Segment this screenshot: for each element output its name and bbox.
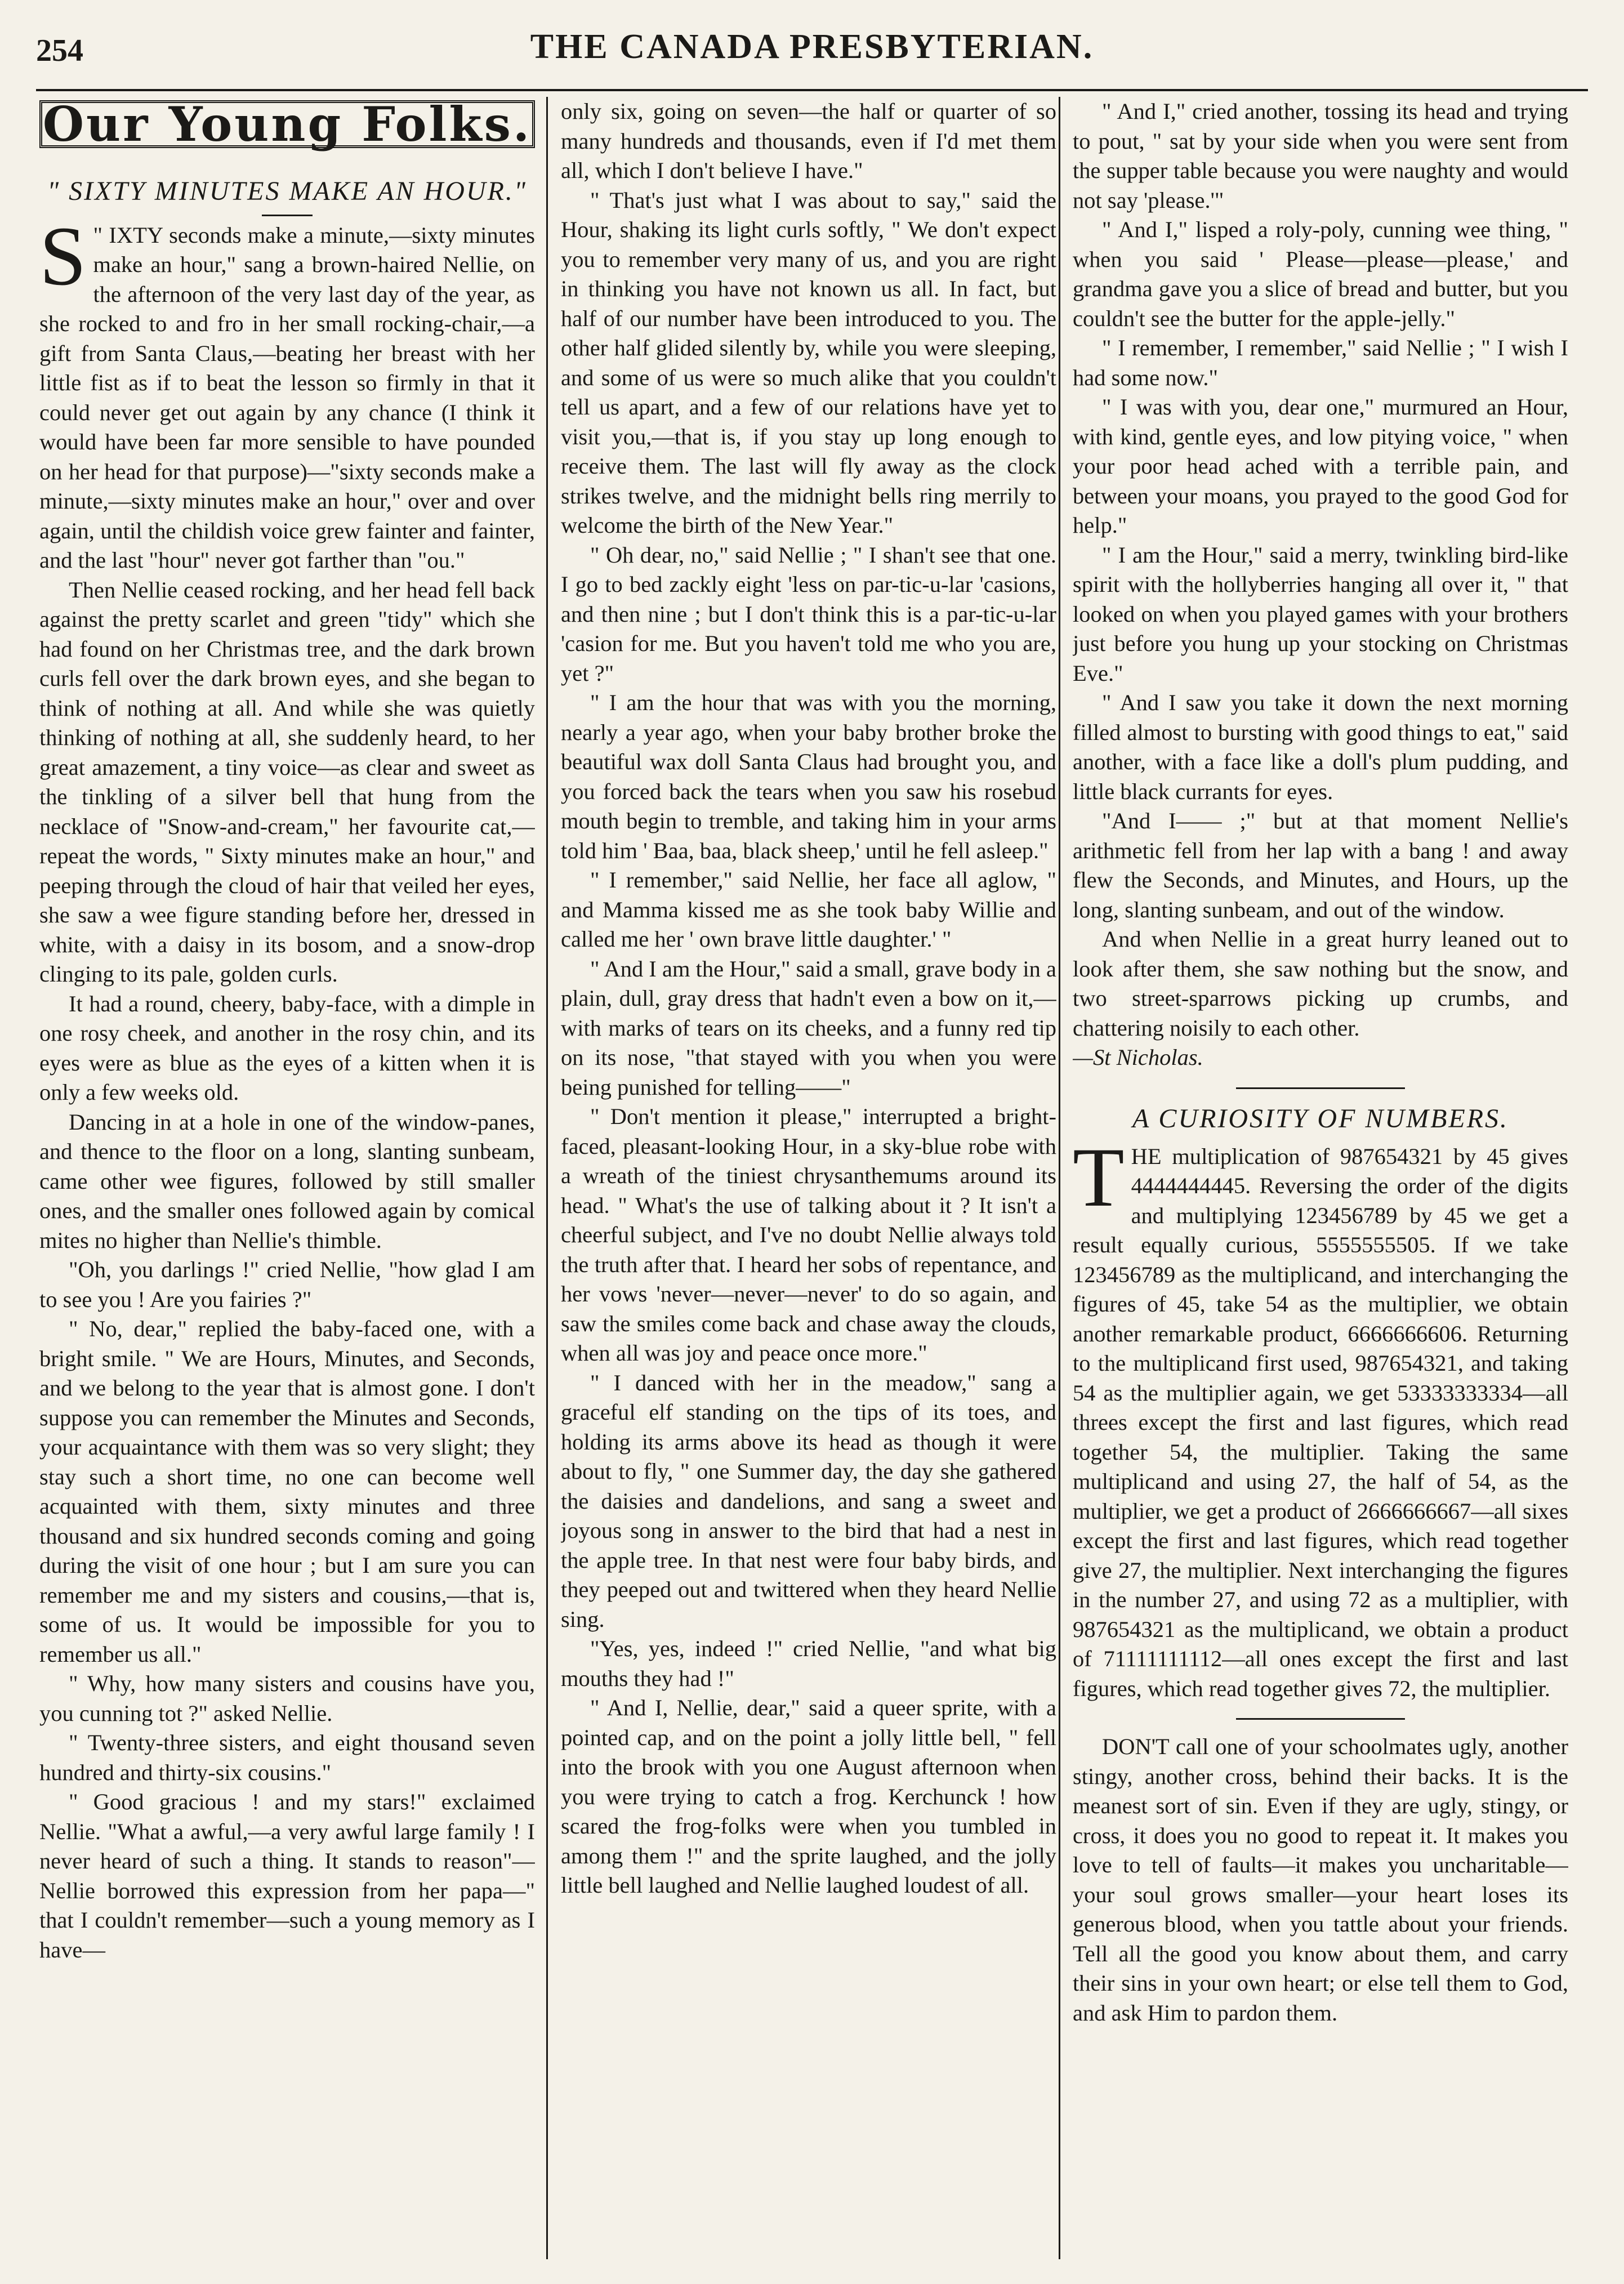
paragraph: It had a round, cheery, baby-face, with a dimple in one rosy cheek, and another in the rosy chin, and its eyes were as blue as the eyes of a kitten when it is only a few weeks old. [39, 991, 535, 1105]
header-rule [36, 89, 1588, 91]
curiosity-title: A CURIOSITY OF NUMBERS. [1132, 1103, 1509, 1134]
column-3 [1073, 97, 1568, 2265]
paragraph: " And I am the Hour," said a small, grave body in a plain, dull, gray dress that hadn't even a bow on it,—with marks of tears on its cheeks, and a funny red tip on its nose, "that stayed with you when you were being punished for telling——" [561, 956, 1056, 1100]
paragraph: " I am the hour that was with you the morning, nearly a year ago, when your baby brother broke the beautiful wax doll Santa Claus had brought you, and you forced back the tears when you saw his rosebud mouth begin to tremble, and taking him in your arms told him ' Baa, baa, black sheep,' until he fell asleep." [561, 690, 1056, 863]
drop-cap: T [1073, 1130, 1125, 1224]
column-divider [546, 97, 548, 2259]
paragraph: " And I," cried another, tossing its head and trying to pout, " sat by your side when you were sent from the supper table because you were naughty and would not say 'please.'" [1073, 99, 1568, 213]
section-heading: Our Young Folks. [39, 100, 535, 148]
paragraph: " No, dear," replied the baby-faced one, with a bright smile. " We are Hours, Minutes, and Seconds, and we belong to the year that is almost gone. I don't suppose you can remember the Minutes and Seconds, your acquaintance with them was so very slight; they stay such a short time, no one can become well acquainted with them, sixty minutes and three thousand and six hundred seconds coming and going during the visit of one hour ; but I am sure you can remember me and my sisters and cousins,—that is, some of us. It would be impossible for you to remember us all." [39, 1316, 535, 1667]
paragraph: "Yes, yes, indeed !" cried Nellie, "and what big mouths they had !" [561, 1636, 1056, 1691]
page-number: 254 [36, 33, 83, 68]
story-title: " SIXTY MINUTES MAKE AN HOUR." [47, 176, 528, 206]
curiosity-body [1073, 1130, 1568, 1704]
closing-paragraph: DON'T call one of your schoolmates ugly, another stingy, another cross, behind their backs. It is the meanest sort of sin. Even if they are ugly, stingy, or cross, it does you no good to repeat it. It makes you love to tell of faults—it makes you uncharitable—your soul grows smaller—your heart loses its generous blood, when you tattle about your friends. Tell all the good you know about them, and carry their sins in your own heart; or else tell them to God, and ask Him to pardon them. [1073, 1734, 1568, 2026]
paragraph: " Oh dear, no," said Nellie ; " I shan't see that one. I go to bed zackly eight 'less on par-tic-u-lar 'casions, and then nine ; but I don't think this is a par-tic-u-lar 'casion for me. But you haven't told me who you are, yet ?" [561, 542, 1056, 686]
paragraph: " And I, Nellie, dear," said a queer sprite, with a pointed cap, and on the point a jolly little bell, " fell into the brook with you one August afternoon when you were trying to catch a frog. Kerchunck ! how scared the frog-folks were when you tumbled in among them !" and the sprite laughed, and the jolly little bell laughed and Nellie laughed loudest of all. [561, 1695, 1056, 1898]
paragraph: HE multiplication of 987654321 by 45 gives 4444444445. Reversing the order of the digits and multiplying 123456789 by 45 we get a result equally curious, 5555555505. If we take 123456789 as the multiplicand, and interchanging the figures of 45, take 54 as the multiplier, we obtain another remarkable product, 6666666606. Returning to the multiplicand first used, 987654321, and taking 54 as the multiplier again, we get 53333333334—all threes except the first and last figures, which read together 54, the multiplier. Taking the same multiplicand and using 27, the half of 54, as the multiplier, we get a product of 2666666667—all sixes except the first and last figures, which read together give 27, the multiplier. Next interchanging the figures in the number 27, and using 72 as a multiplier, with 987654321 as the multiplicand, we obtain a product of 71111111112—all ones except the first and last figures, which read together gives 72, the multiplier. [1073, 1143, 1568, 1701]
paragraph: " I remember, I remember," said Nellie ; " I wish I had some now." [1073, 335, 1568, 390]
paragraph: Then Nellie ceased rocking, and her head fell back against the pretty scarlet and green "tidy" which she had found on her Christmas tree, and the dark brown curls fell over the dark brown eyes, and she began to think of nothing at all. And while she was quietly thinking of nothing at all, she suddenly heard, to her great amazement, a tiny voice—as clear and sweet as the tinkling of a silver bell that hung from the necklace of "Snow-and-cream," her favourite cat,—repeat the words, " Sixty minutes make an hour," and peeping through the cloud of hair that veiled her eyes, she saw a wee figure standing before her, dressed in white, with a daisy in its bosom, and a snow-drop clinging to its pale, golden curls. [39, 577, 535, 987]
paragraph: only six, going on seven—the half or quarter of so many hundreds and thousands, even if I'd met them all, which I don't believe I have." [561, 99, 1056, 183]
paragraph: " That's just what I was about to say," said the Hour, shaking its light curls softly, " We don't expect you to remember very many of us, and you are right in thinking you have not known us all. In fact, but half of our number have been introduced to you. The other half glided silently by, while you were sleeping, and some of us were so much alike that you couldn't tell us apart, and a few of our relations have yet to visit you,—that is, if you stay up long enough to receive them. The last will fly away as the clock strikes twelve, and the midnight bells ring merrily to welcome the birth of the New Year." [561, 187, 1056, 538]
section-rule [1236, 1087, 1405, 1089]
story-opening [39, 209, 535, 576]
paragraph: " I was with you, dear one," murmured an Hour, with kind, gentle eyes, and low pitying voice, " when your poor head ached with a terrible pain, and between your moans, you prayed to the good God for help." [1073, 394, 1568, 538]
drop-cap: S [39, 209, 87, 303]
paragraph: " Don't mention it please," interrupted a bright-faced, pleasant-looking Hour, in a sky-blue robe with a wreath of the tiniest chrysanthemums around its head. " What's the use of talking about it ? It isn't a cheerful subject, and I've no doubt Nellie always told the truth after that. I heard her sobs of repentance, and her vows 'never—never—never' to do so again, and saw the smiles come back and chase away the clouds, when all was joy and peace once more." [561, 1104, 1056, 1366]
paragraph: " Why, how many sisters and cousins have you, you cunning tot ?" asked Nellie. [39, 1671, 535, 1726]
paragraph: " Twenty-three sisters, and eight thousand seven hundred and thirty-six cousins." [39, 1730, 535, 1785]
paragraph: " IXTY seconds make a minute,—sixty minutes make an hour," sang a brown-haired Nellie, on the afternoon of the very last day of the year, as she rocked to and fro in her small rocking-chair,—a gift from Santa Claus,—beating her breast with her little fist as if to beat the lesson so firmly in that it could never get out again by any chance (I think it would have been far more sensible to have pounded on her head for that purpose)—"sixty seconds make a minute,—sixty minutes make an hour," over and over again, until the childish voice grew fainter and fainter, and the last "hour" never got farther than "ou." [39, 222, 535, 573]
attribution: —St Nicholas. [1073, 1045, 1203, 1070]
section-rule [1236, 1718, 1405, 1720]
title-rule [262, 215, 313, 216]
column-divider [1059, 97, 1060, 2259]
paragraph: " I danced with her in the meadow," sang a graceful elf standing on the tips of its toes, and holding its arms above its head as though it were about to fly, " one Summer day, the day she gathered the daisies and dandelions, and sang a sweet and joyous song in answer to the bird that had a nest in the apple tree. In that nest were four baby birds, and they peeped out and twittered when they heard Nellie sing. [561, 1369, 1056, 1632]
column-1 [39, 97, 535, 2265]
paragraph: " And I," lisped a roly-poly, cunning wee thing, " when you said ' Please—please—please,' and grandma gave you a slice of bread and butter, but you couldn't see the butter for the apple-jelly." [1073, 217, 1568, 331]
page-header [36, 27, 1588, 89]
paragraph: " I remember," said Nellie, her face all aglow, " and Mamma kissed me as she took baby Willie and called me her ' own brave little daughter.' " [561, 867, 1056, 952]
paragraph: "Oh, you darlings !" cried Nellie, "how glad I am to see you ! Are you fairies ?" [39, 1257, 535, 1312]
paragraph: And when Nellie in a great hurry leaned out to look after them, she saw nothing but the snow, and two street-sparrows picking up crumbs, and chattering noisily to each other. [1073, 926, 1568, 1041]
paragraph: " And I saw you take it down the next morning filled almost to bursting with good things to eat," said another, with a face like a doll's plum pudding, and little black currants for eyes. [1073, 690, 1568, 804]
paragraph: " I am the Hour," said a merry, twinkling bird-like spirit with the hollyberries hanging all over it, " that looked on when you played games with your brothers just before you hung up your stocking on Christmas Eve." [1073, 542, 1568, 686]
paragraph: " Good gracious ! and my stars!" exclaimed Nellie. "What a awful,—a very awful large family ! I never heard of such a thing. It stands to reason"—Nellie borrowed this expression from her papa—" that I couldn't remember—such a young memory as I have— [39, 1789, 535, 1962]
publication-title: THE CANADA PRESBYTERIAN. [530, 28, 1094, 66]
paragraph: "And I—— ;" but at that moment Nellie's arithmetic fell from her lap with a bang ! and away flew the Seconds, and Minutes, and Hours, up the long, slanting sunbeam, and out of the window. [1073, 808, 1568, 922]
paragraph: Dancing in at a hole in one of the window-panes, and thence to the floor on a long, slanting sunbeam, came other wee figures, followed by still smaller ones, and the smaller ones followed again by comical mites no higher than Nellie's thimble. [39, 1109, 535, 1253]
column-2 [561, 97, 1056, 2265]
